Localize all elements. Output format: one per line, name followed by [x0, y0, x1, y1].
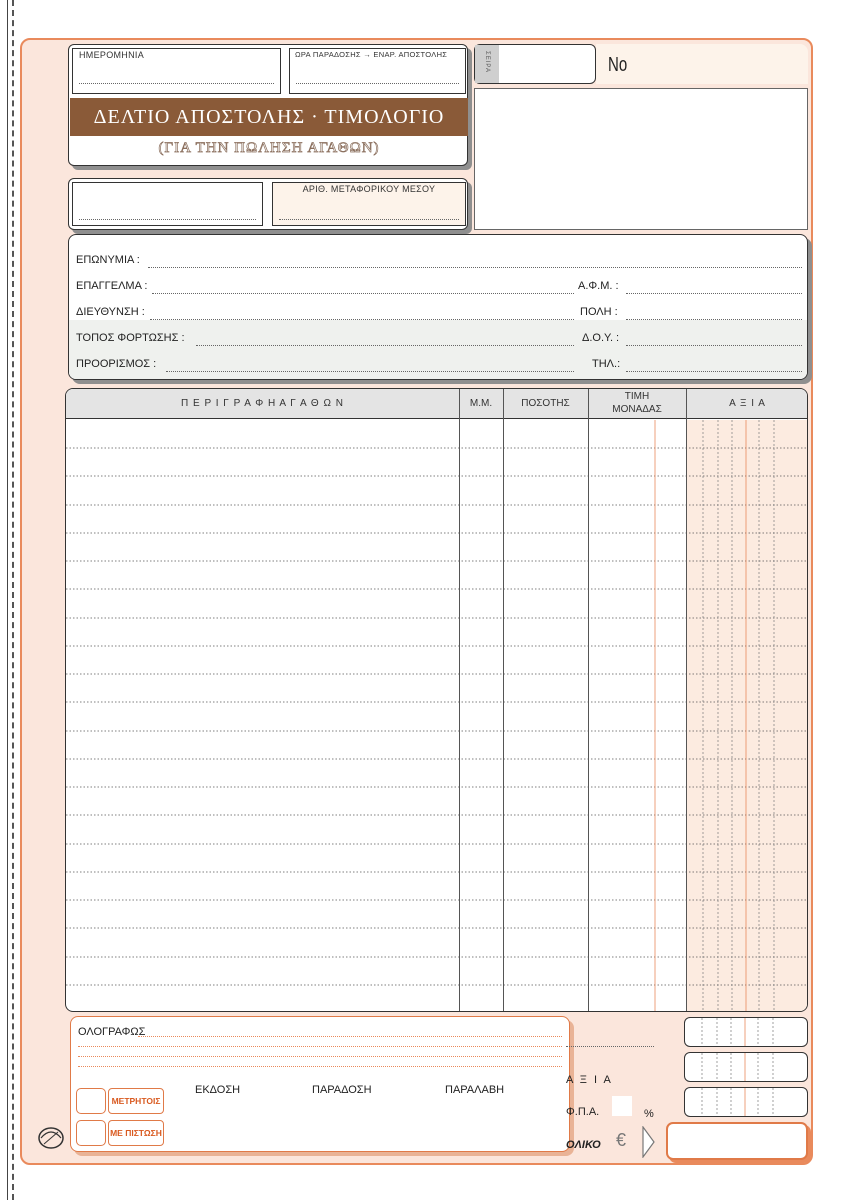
destination-label: ΠΡΟΟΡΙΣΜΟΣ : [76, 358, 157, 370]
percent-symbol: % [644, 1108, 654, 1120]
tax-office-field[interactable] [626, 345, 802, 346]
vehicle-number-field[interactable] [272, 182, 466, 226]
arrow-right-icon [642, 1126, 656, 1158]
loading-place-field[interactable] [196, 345, 574, 346]
document-title: ΔΕΛΤΙΟ ΑΠΟΣΤΟΛΗΣ · ΤΙΜΟΛΟΓΙΟ [70, 98, 468, 136]
profession-field[interactable] [152, 293, 574, 294]
vat-total-box[interactable] [684, 1052, 808, 1082]
col-value: Α Ξ Ι Α [729, 398, 766, 409]
publisher-logo-icon [36, 1112, 66, 1158]
series-label: ΣΕΙΡΑ [484, 51, 490, 73]
credit-checkbox[interactable] [76, 1120, 106, 1146]
net-total-box[interactable] [684, 1087, 808, 1117]
date-label: ΗΜΕΡΟΜΗΝΙΑ [79, 50, 145, 60]
euro-icon: € [616, 1130, 627, 1150]
tax-office-label: Δ.Ο.Υ. : [582, 332, 620, 344]
loading-place-label: ΤΟΠΟΣ ΦΟΡΤΩΣΗΣ : [76, 332, 185, 344]
address-field[interactable] [150, 319, 574, 320]
perforation-line [12, 0, 14, 1200]
document-subtitle: (ΓΙΑ ΤΗΝ ΠΩΛΗΣΗ ΑΓΑΘΩΝ) [158, 140, 380, 156]
credit-option[interactable]: ΜΕ ΠΙΣΤΩΣΗ [108, 1120, 164, 1146]
col-quantity: ΠΟΣΟΤΗΣ [521, 398, 570, 409]
city-label: ΠΟΛΗ : [580, 306, 618, 318]
destination-field[interactable] [166, 371, 574, 372]
cash-checkbox[interactable] [76, 1088, 106, 1114]
grand-total-box[interactable] [666, 1122, 808, 1160]
vat-field[interactable] [626, 293, 802, 294]
dispatch-time-field[interactable] [289, 48, 466, 94]
delivery-signature-label: ΠΑΡΑΔΟΣΗ [312, 1084, 372, 1096]
address-label: ΔΙΕΥΘΥΝΣΗ : [76, 306, 145, 318]
col-description: Π Ε Ρ Ι Γ Ρ Α Φ Η Α Γ Α Θ Ω Ν [181, 398, 344, 409]
issue-signature-label: ΕΚΔΟΣΗ [195, 1084, 241, 1096]
in-words-field-1[interactable] [138, 1036, 562, 1037]
phone-label: ΤΗΛ.: [592, 358, 621, 370]
grand-total-label: ΟΛΙΚΟ [566, 1139, 601, 1151]
number-label: No [608, 54, 628, 76]
col-unit-price-1: ΤΙΜΗ [624, 391, 650, 402]
series-field[interactable] [474, 44, 596, 84]
number-field [596, 44, 808, 84]
in-words-field-4[interactable] [78, 1066, 562, 1067]
col-unit-price-2: ΜΟΝΑΔΑΣ [612, 404, 662, 415]
in-words-label: ΟΛΟΓΡΑΦΩΣ [78, 1026, 146, 1038]
city-field[interactable] [626, 319, 802, 320]
totals-note-line [566, 1046, 654, 1047]
binder-edge [0, 0, 8, 1200]
vehicle-number-label: ΑΡΙΘ. ΜΕΤΑΦΟΡΙΚΟΥ ΜΕΣΟΥ [302, 184, 436, 194]
vat-rate-field[interactable] [612, 1096, 632, 1116]
value-total-box[interactable] [684, 1017, 808, 1047]
date-field[interactable] [72, 48, 281, 94]
in-words-field-2[interactable] [78, 1046, 562, 1047]
transport-blank-field[interactable] [72, 182, 263, 226]
table-rule-lines [66, 420, 808, 1012]
col-unit: Μ.Μ. [469, 398, 493, 409]
dispatch-time-label: ΩΡΑ ΠΑΡΑΔΟΣΗΣ → ΕΝΑΡ. ΑΠΟΣΤΟΛΗΣ [295, 50, 448, 59]
in-words-field-3[interactable] [78, 1056, 562, 1057]
cash-option[interactable]: ΜΕΤΡΗΤΟΙΣ [108, 1088, 164, 1114]
profession-label: ΕΠΑΓΓΕΛΜΑ : [76, 280, 148, 292]
issuer-stamp-area [474, 88, 808, 230]
customer-block [68, 234, 808, 380]
name-label: ΕΠΩΝΥΜΙΑ : [76, 254, 140, 266]
vat-label: Α.Φ.Μ. : [578, 280, 619, 292]
vat-total-label: Φ.Π.Α. [566, 1106, 600, 1118]
receipt-signature-label: ΠΑΡΑΛΑΒΗ [445, 1084, 505, 1096]
value-total-label: Α Ξ Ι Α [566, 1074, 613, 1086]
phone-field[interactable] [626, 371, 802, 372]
items-table [65, 388, 808, 1012]
name-field[interactable] [148, 267, 802, 268]
